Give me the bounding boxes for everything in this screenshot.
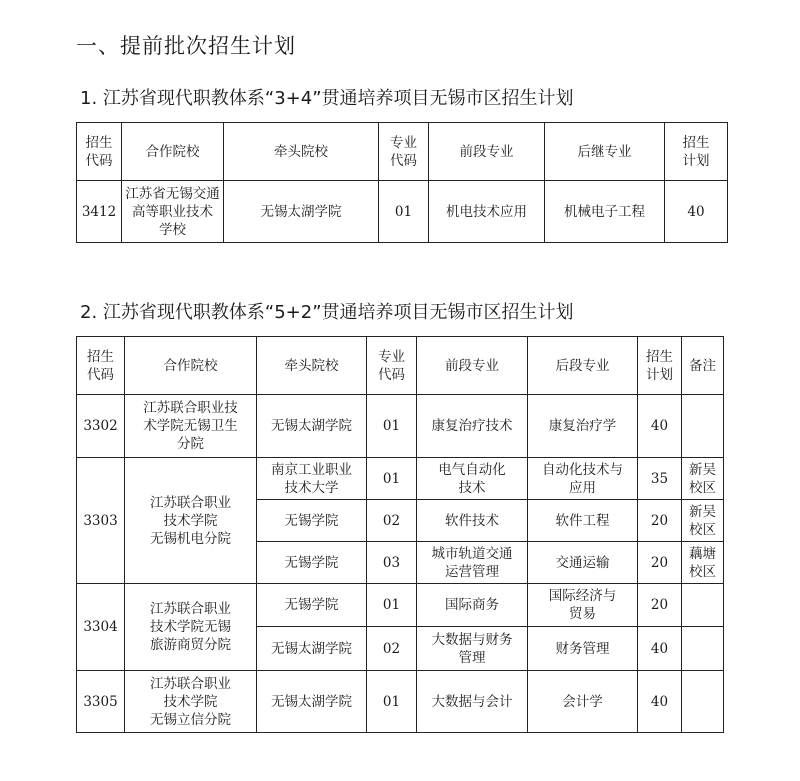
- front-major-cell: 城市轨道交通 运营管理: [417, 542, 528, 584]
- header-cell: 前段专业: [417, 337, 528, 395]
- header-cell: 招生 代码: [77, 337, 125, 395]
- enroll-code-cell: 3304: [77, 584, 125, 671]
- enroll-code-cell: 3302: [77, 395, 125, 458]
- back-major-cell: 会计学: [528, 671, 638, 733]
- lead-school-cell: 无锡学院: [257, 584, 367, 627]
- lead-school-cell: 无锡太湖学院: [257, 627, 367, 671]
- table-row: [77, 671, 724, 733]
- header-cell: 后继专业: [545, 123, 665, 181]
- header-cell: 专业 代码: [367, 337, 417, 395]
- back-major-cell: 财务管理: [528, 627, 638, 671]
- major-code-cell: 01: [367, 584, 417, 627]
- major-code-cell: 02: [367, 627, 417, 671]
- header-cell: 招生 计划: [638, 337, 682, 395]
- partner-school-cell: 江苏联合职业 技术学院 无锡立信分院: [125, 671, 257, 733]
- major-code-cell: 01: [367, 395, 417, 458]
- front-major-cell: 机电技术应用: [429, 181, 545, 243]
- table2-title: 2. 江苏省现代职教体系“5+2”贯通培养项目无锡市区招生计划: [80, 302, 574, 323]
- plan-cell: 20: [638, 542, 682, 584]
- plan-cell: 20: [638, 584, 682, 627]
- header-cell: 合作院校: [125, 337, 257, 395]
- note-cell: 新吴 校区: [682, 458, 724, 500]
- front-major-cell: 国际商务: [417, 584, 528, 627]
- major-code-cell: 03: [367, 542, 417, 584]
- note-cell: [682, 395, 724, 458]
- table2-header-row: [77, 337, 724, 395]
- major-code-cell: 02: [367, 500, 417, 542]
- plan-cell: 40: [638, 671, 682, 733]
- lead-school-cell: 无锡太湖学院: [224, 181, 379, 243]
- note-cell: [682, 671, 724, 733]
- lead-school-cell: 无锡太湖学院: [257, 395, 367, 458]
- front-major-cell: 大数据与财务 管理: [417, 627, 528, 671]
- header-cell: 后段专业: [528, 337, 638, 395]
- major-code-cell: 01: [367, 458, 417, 500]
- header-cell: 牵头院校: [224, 123, 379, 181]
- table1: [76, 122, 728, 243]
- partner-school-cell: 江苏省无锡交通 高等职业技术 学校: [122, 181, 224, 243]
- front-major-cell: 软件技术: [417, 500, 528, 542]
- table1-title: 1. 江苏省现代职教体系“3+4”贯通培养项目无锡市区招生计划: [80, 88, 574, 109]
- note-cell: [682, 584, 724, 627]
- note-cell: 新吴 校区: [682, 500, 724, 542]
- enroll-code-cell: 3305: [77, 671, 125, 733]
- table1-header-row: [77, 123, 728, 181]
- header-cell: 牵头院校: [257, 337, 367, 395]
- front-major-cell: 大数据与会计: [417, 671, 528, 733]
- front-major-cell: 电气自动化 技术: [417, 458, 528, 500]
- header-cell: 前段专业: [429, 123, 545, 181]
- lead-school-cell: 无锡学院: [257, 500, 367, 542]
- section-title: 一、提前批次招生计划: [76, 34, 296, 58]
- table2: [76, 336, 724, 733]
- header-cell: 专业 代码: [379, 123, 429, 181]
- major-code-cell: 01: [379, 181, 429, 243]
- back-major-cell: 康复治疗学: [528, 395, 638, 458]
- table-row: [77, 458, 724, 500]
- back-major-cell: 自动化技术与 应用: [528, 458, 638, 500]
- major-code-cell: 01: [367, 671, 417, 733]
- header-cell: 招生 计划: [665, 123, 728, 181]
- plan-cell: 35: [638, 458, 682, 500]
- table-row: [77, 584, 724, 627]
- partner-school-cell: 江苏联合职业 技术学院无锡 旅游商贸分院: [125, 584, 257, 671]
- partner-school-cell: 江苏联合职业 技术学院 无锡机电分院: [125, 458, 257, 584]
- lead-school-cell: 无锡学院: [257, 542, 367, 584]
- lead-school-cell: 无锡太湖学院: [257, 671, 367, 733]
- plan-cell: 20: [638, 500, 682, 542]
- front-major-cell: 康复治疗技术: [417, 395, 528, 458]
- lead-school-cell: 南京工业职业 技术大学: [257, 458, 367, 500]
- enroll-code-cell: 3412: [77, 181, 122, 243]
- back-major-cell: 软件工程: [528, 500, 638, 542]
- plan-cell: 40: [665, 181, 728, 243]
- table-row: [77, 395, 724, 458]
- header-cell: 合作院校: [122, 123, 224, 181]
- back-major-cell: 国际经济与 贸易: [528, 584, 638, 627]
- back-major-cell: 机械电子工程: [545, 181, 665, 243]
- plan-cell: 40: [638, 627, 682, 671]
- header-cell: 招生 代码: [77, 123, 122, 181]
- plan-cell: 40: [638, 395, 682, 458]
- note-cell: [682, 627, 724, 671]
- enroll-code-cell: 3303: [77, 458, 125, 584]
- partner-school-cell: 江苏联合职业技 术学院无锡卫生 分院: [125, 395, 257, 458]
- back-major-cell: 交通运输: [528, 542, 638, 584]
- header-cell: 备注: [682, 337, 724, 395]
- table-row: [77, 181, 728, 243]
- note-cell: 藕塘 校区: [682, 542, 724, 584]
